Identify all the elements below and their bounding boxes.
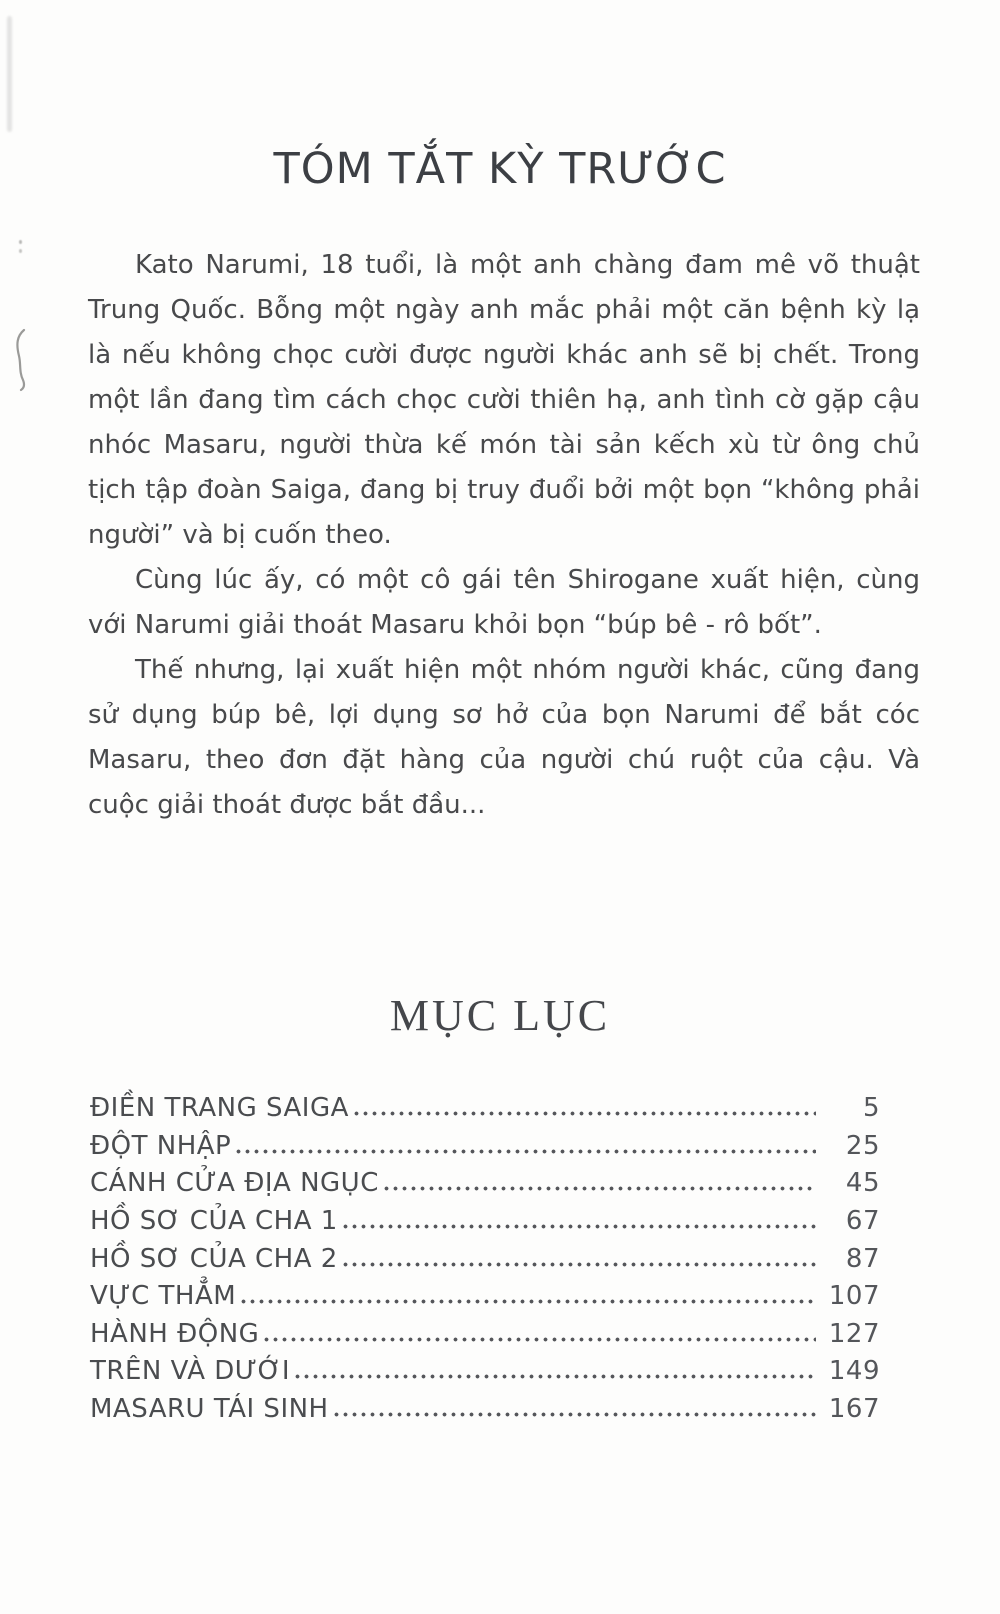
toc-entry-page: 25: [845, 1130, 880, 1161]
summary-paragraph: Kato Narumi, 18 tuổi, là một anh chàng đam mê võ thuật Trung Quốc. Bỗng một ngày anh mắc phải một căn bệnh kỳ lạ là nếu không chọc cười được người khác anh sẽ bị chết. Trong một lần đang tìm cách chọc cười thiên hạ, anh tình cờ gặp cậu nhóc Masaru, người thừa kế món tài sản kếch xù từ ông chủ tịch tập đoàn Saiga, đang bị truy đuổi bởi một bọn “không phải người” và bị cuốn theo.: [88, 250, 920, 551]
toc-entry-label: VỰC THẲM: [90, 1281, 237, 1312]
toc-dot-leader: [262, 1337, 816, 1342]
toc-dot-leader: [239, 1299, 816, 1304]
toc-entry-page: 87: [845, 1243, 880, 1274]
toc-entry-page: 127: [828, 1318, 880, 1349]
toc-entry-page: 107: [828, 1281, 880, 1312]
toc-entry-label: TRÊN VÀ DƯỚI: [90, 1356, 290, 1387]
toc-entry-page: 67: [845, 1206, 880, 1237]
toc-entry-page: 149: [828, 1356, 880, 1387]
toc-entry-label: ĐIỀN TRANG SAIGA: [90, 1093, 349, 1124]
toc-dot-leader: [234, 1149, 816, 1154]
toc-entry-page: 5: [862, 1093, 880, 1124]
toc-entry-label: MASARU TÁI SINH: [90, 1394, 329, 1425]
toc-entry-label: CÁNH CỬA ĐỊA NGỤC: [90, 1168, 379, 1199]
toc-entry: [90, 1165, 880, 1203]
toc-entry-label: HÀNH ĐỘNG: [90, 1318, 260, 1349]
toc-entry: [90, 1241, 880, 1279]
scan-artifact-speck: [19, 240, 22, 244]
toc-dot-leader: [332, 1412, 816, 1417]
toc-dot-leader: [382, 1186, 816, 1191]
summary-paragraph: Thế nhưng, lại xuất hiện một nhóm người khác, cũng đang sử dụng búp bê, lợi dụng sơ hở của bọn Narumi để bắt cóc Masaru, theo đơn đặt hàng của người chú ruột của cậu. Và cuộc giải thoát được bắt đầu...: [88, 655, 920, 821]
scan-artifact-brace: [10, 328, 32, 392]
toc-dot-leader: [352, 1111, 816, 1116]
toc-entry-label: HỒ SƠ CỦA CHA 2: [90, 1243, 338, 1274]
toc-entry: [90, 1128, 880, 1166]
toc-dot-leader: [341, 1262, 816, 1267]
toc-entry: [90, 1316, 880, 1354]
toc-entry: [90, 1090, 880, 1128]
toc-dot-leader: [293, 1374, 816, 1379]
recap-title: TÓM TẮT KỲ TRƯỚC: [273, 144, 727, 194]
toc-title: MỤC LỤC: [389, 991, 611, 1041]
toc-dot-leader: [341, 1224, 816, 1229]
toc-entry-label: HỒ SƠ CỦA CHA 1: [90, 1206, 338, 1237]
toc-entry-page: 167: [828, 1394, 880, 1425]
summary-paragraph: Cùng lúc ấy, có một cô gái tên Shirogane xuất hiện, cùng với Narumi giải thoát Masaru khỏi bọn “búp bê - rô bốt”.: [88, 565, 920, 641]
toc-entry: [90, 1353, 880, 1391]
toc-entry: [90, 1203, 880, 1241]
toc-entry-page: 45: [845, 1168, 880, 1199]
toc-list: [90, 1090, 880, 1428]
toc-entry: [90, 1391, 880, 1429]
toc-entry: [90, 1278, 880, 1316]
summary-paragraphs: [88, 243, 920, 828]
toc-entry-label: ĐỘT NHẬP: [90, 1130, 232, 1161]
